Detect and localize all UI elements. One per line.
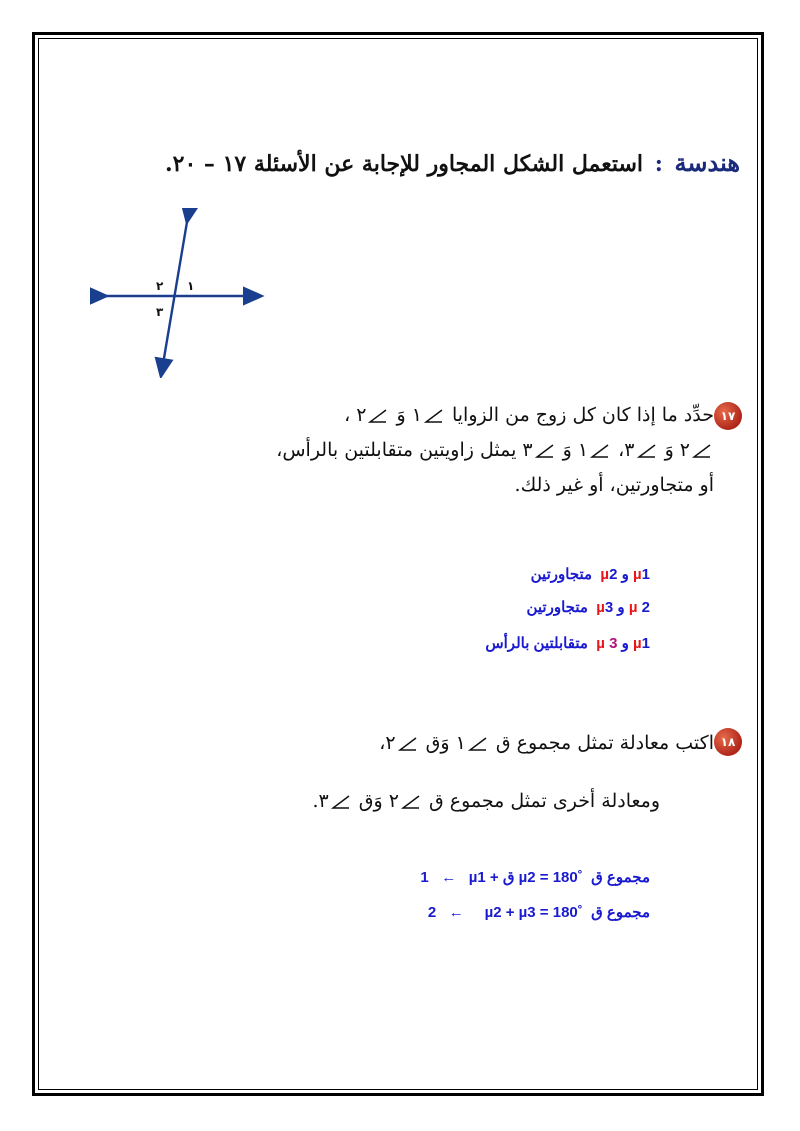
angle-measure-symbol: µ [633,566,642,583]
question-17 [154,398,714,503]
angle-symbol-icon [331,795,351,809]
answer-result: متجاورتين [526,599,588,616]
angle-symbol-icon [535,444,555,458]
q18-text: ومعادلة أخرى تمثل مجموع ق [429,790,660,812]
q17-answer-1 [531,565,650,583]
angle-symbol-icon [368,409,388,423]
answer-result: متقابلتين بالرأس [485,635,588,652]
transversal-line [162,216,188,370]
arrow-icon: ← [448,904,464,921]
q17-text: حدِّد ما إذا كان كل زوج من الزوايا [451,404,714,426]
q17-text: ٣، [618,439,635,461]
question-17-line-1 [154,398,714,433]
angle-number: 1 [641,566,650,583]
angle-number: 2 [609,566,618,583]
answer-equation: µ1 + ق µ2 = 180˚ [468,869,583,886]
section-keyword: هندسة [674,148,740,177]
q17-answer-2 [526,598,650,616]
angle-number: 3 [609,635,618,652]
section-separator: : [654,151,663,177]
q17-text: ٢ وَ [664,439,690,461]
q18-text: ٣. [312,790,329,812]
conjunction: و [617,599,625,616]
question-number-badge: ١٧ [714,402,742,430]
answer-equation: µ2 + µ3 = 180˚ [484,904,583,921]
q18-answer-1 [420,868,650,886]
angle-label-2: ٢ [156,279,164,293]
answer-label: مجموع ق [591,869,650,886]
question-18-line-1 [154,726,714,761]
arrow-icon: ← [441,869,457,886]
angle-measure-symbol: µ [633,635,642,652]
question-18-line-2 [140,784,660,819]
intersecting-lines-figure [90,208,265,378]
angle-number: 3 [604,599,614,616]
section-header [100,148,740,177]
angle-symbol-icon [692,444,712,458]
angle-number: 1 [641,635,650,652]
conjunction: و [621,635,629,652]
angle-measure-symbol: µ [596,599,605,616]
angle-measure-symbol: µ [628,599,638,616]
angle-symbol-icon [637,444,657,458]
question-17-line-3: أو متجاورتين، أو غير ذلك. [514,474,714,496]
q17-text: ٣ يمثل زاويتين متقابلتين بالرأس، [276,439,533,461]
angle-symbol-icon [468,737,488,751]
page-border-inner [38,38,758,1090]
section-instruction: استعمل الشكل المجاور للإجابة عن الأسئلة ١٧ – ٢٠. [164,151,644,177]
answer-result: متجاورتين [530,566,593,583]
question-17-line-2 [154,433,714,468]
conjunction: و [621,566,629,583]
q18-text: اكتب معادلة تمثل مجموع ق [495,732,714,754]
q18-text: ١ وَق [425,732,466,754]
question-number-badge: ١٨ [714,728,742,756]
angle-symbol-icon [424,409,444,423]
equation-ref: 2 [427,904,437,921]
question-18 [154,726,714,761]
q17-answer-3 [485,634,650,652]
angle-symbol-icon [401,795,421,809]
angle-label-1: ١ [187,279,195,293]
equation-ref: 1 [420,869,429,886]
angle-number: 2 [641,599,650,616]
angle-measure-symbol: µ [596,635,605,652]
angle-label-3: ٣ [156,305,164,319]
angle-measure-symbol: µ [600,566,610,583]
q18-text: ٢ وَق [358,790,399,812]
angle-symbol-icon [590,444,610,458]
answer-label: مجموع ق [591,904,650,921]
q18-answer-2 [428,903,650,921]
q17-text: ١ وَ [396,404,422,426]
q18-text: ٢، [379,732,396,754]
q17-text: ١ وَ [562,439,589,461]
angle-symbol-icon [398,737,418,751]
q17-text: ٢ ، [344,404,367,426]
